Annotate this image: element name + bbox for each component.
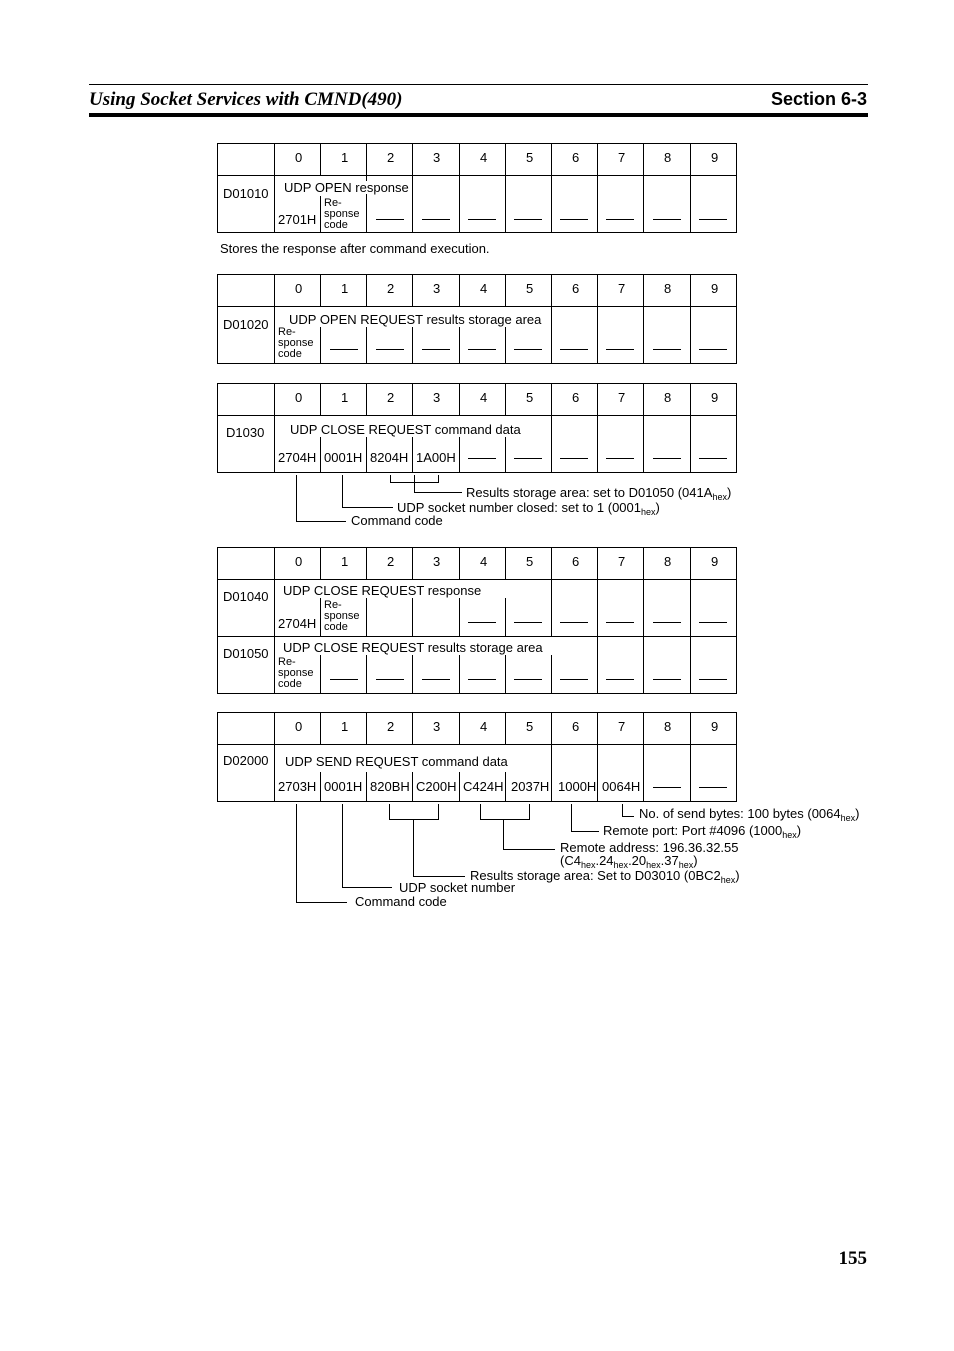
col-header: 0 bbox=[295, 150, 303, 165]
row-label: UDP CLOSE REQUEST command data bbox=[290, 422, 521, 437]
col-header: 0 bbox=[295, 554, 303, 569]
col-header: 0 bbox=[295, 281, 303, 296]
col-header: 3 bbox=[433, 281, 441, 296]
section-label: Section 6-3 bbox=[770, 89, 867, 109]
col-header: 5 bbox=[526, 281, 534, 296]
col-header: 9 bbox=[711, 281, 719, 296]
row-address: D02000 bbox=[223, 753, 269, 768]
col-header: 1 bbox=[341, 390, 349, 405]
callout-send-bytes: No. of send bytes: 100 bytes $(0064_{hex})$ bbox=[639, 806, 860, 823]
cell-value: 2704H bbox=[278, 450, 317, 465]
cell-value: 2703H bbox=[278, 779, 317, 794]
row-address: D01050 bbox=[223, 646, 269, 661]
col-header: 1 bbox=[341, 554, 349, 569]
col-header: 2 bbox=[387, 390, 395, 405]
col-header: 7 bbox=[618, 150, 626, 165]
header-rule-top bbox=[89, 84, 868, 85]
cell-value: 820BH bbox=[370, 779, 410, 794]
cell-value: 0001H bbox=[324, 450, 363, 465]
response-code-label: Re- sponse code bbox=[324, 197, 360, 231]
col-header: 0 bbox=[295, 390, 303, 405]
col-header: 6 bbox=[572, 281, 580, 296]
row-address: D01040 bbox=[223, 589, 269, 604]
response-code-label: Re- sponse code bbox=[278, 326, 314, 360]
row-label: UDP CLOSE REQUEST results storage area bbox=[283, 640, 543, 655]
col-header: 1 bbox=[341, 281, 349, 296]
col-header: 3 bbox=[433, 390, 441, 405]
callout-remote-address-hex: $(C4_{hex}.24_{hex}.20_{hex}.37_{hex})$ bbox=[560, 853, 698, 870]
col-header: 2 bbox=[387, 554, 395, 569]
col-header: 8 bbox=[664, 390, 672, 405]
col-header: 9 bbox=[711, 554, 719, 569]
col-header: 8 bbox=[664, 554, 672, 569]
cell-value: 2701H bbox=[278, 212, 317, 227]
cell-value: 8204H bbox=[370, 450, 409, 465]
callout-storage-area: Results storage area: Set to D03010 $(0BC2_{hex})$ bbox=[470, 868, 740, 885]
row-label: UDP OPEN response bbox=[284, 180, 409, 195]
cell-value: 2704H bbox=[278, 616, 317, 631]
cell-value: 1A00H bbox=[416, 450, 456, 465]
callout-socket-number: UDP socket number closed: set to 1 $(0001_{hex})$ bbox=[397, 500, 660, 517]
callout-remote-port: Remote port: Port #4096 $(1000_{hex})$ bbox=[603, 823, 802, 840]
col-header: 7 bbox=[618, 554, 626, 569]
col-header: 4 bbox=[480, 390, 488, 405]
col-header: 2 bbox=[387, 150, 395, 165]
col-header: 2 bbox=[387, 719, 395, 734]
col-header: 5 bbox=[526, 150, 534, 165]
col-header: 9 bbox=[711, 150, 719, 165]
col-header: 8 bbox=[664, 150, 672, 165]
callout-command-code: Command code bbox=[355, 894, 447, 909]
col-header: 8 bbox=[664, 281, 672, 296]
col-header: 5 bbox=[526, 719, 534, 734]
col-header: 3 bbox=[433, 150, 441, 165]
col-header: 8 bbox=[664, 719, 672, 734]
col-header: 6 bbox=[572, 150, 580, 165]
col-header: 9 bbox=[711, 719, 719, 734]
col-header: 7 bbox=[618, 281, 626, 296]
row-label: UDP SEND REQUEST command data bbox=[285, 754, 508, 769]
col-header: 6 bbox=[572, 390, 580, 405]
table1-caption: Stores the response after command execution. bbox=[220, 241, 490, 256]
col-header: 4 bbox=[480, 150, 488, 165]
row-address: D01020 bbox=[223, 317, 269, 332]
callout-command-code: Command code bbox=[351, 513, 443, 528]
row-label: UDP CLOSE REQUEST response bbox=[283, 583, 482, 598]
col-header: 7 bbox=[618, 719, 626, 734]
col-header: 3 bbox=[433, 719, 441, 734]
response-code-label: Re- sponse code bbox=[278, 656, 314, 690]
header-rule-bottom bbox=[89, 113, 868, 117]
row-label: UDP OPEN REQUEST results storage area bbox=[289, 312, 542, 327]
col-header: 3 bbox=[433, 554, 441, 569]
col-header: 2 bbox=[387, 281, 395, 296]
cell-value: C424H bbox=[463, 779, 504, 794]
page-number: 155 bbox=[838, 1248, 867, 1269]
cell-value: 1000H bbox=[558, 779, 597, 794]
page-title: Using Socket Services with CMND(490) bbox=[89, 89, 403, 110]
col-header: 5 bbox=[526, 390, 534, 405]
col-header: 6 bbox=[572, 719, 580, 734]
callout-remote-address: Remote address: 196.36.32.55 bbox=[560, 840, 739, 855]
cell-value: 0001H bbox=[324, 779, 363, 794]
cell-value: C200H bbox=[416, 779, 457, 794]
cell-value: 0064H bbox=[602, 779, 641, 794]
cell-value: 2037H bbox=[511, 779, 550, 794]
col-header: 4 bbox=[480, 719, 488, 734]
callout-socket-number: UDP socket number bbox=[399, 880, 516, 895]
col-header: 4 bbox=[480, 281, 488, 296]
col-header: 1 bbox=[341, 150, 349, 165]
col-header: 9 bbox=[711, 390, 719, 405]
col-header: 1 bbox=[341, 719, 349, 734]
col-header: 6 bbox=[572, 554, 580, 569]
response-code-label: Re- sponse code bbox=[324, 599, 360, 633]
col-header: 0 bbox=[295, 719, 303, 734]
callout-storage-area: Results storage area: set to D01050 $(041A_{hex})$ bbox=[466, 485, 732, 502]
col-header: 4 bbox=[480, 554, 488, 569]
col-header: 7 bbox=[618, 390, 626, 405]
col-header: 5 bbox=[526, 554, 534, 569]
row-address: D1030 bbox=[226, 425, 265, 440]
row-address: D01010 bbox=[223, 186, 269, 201]
